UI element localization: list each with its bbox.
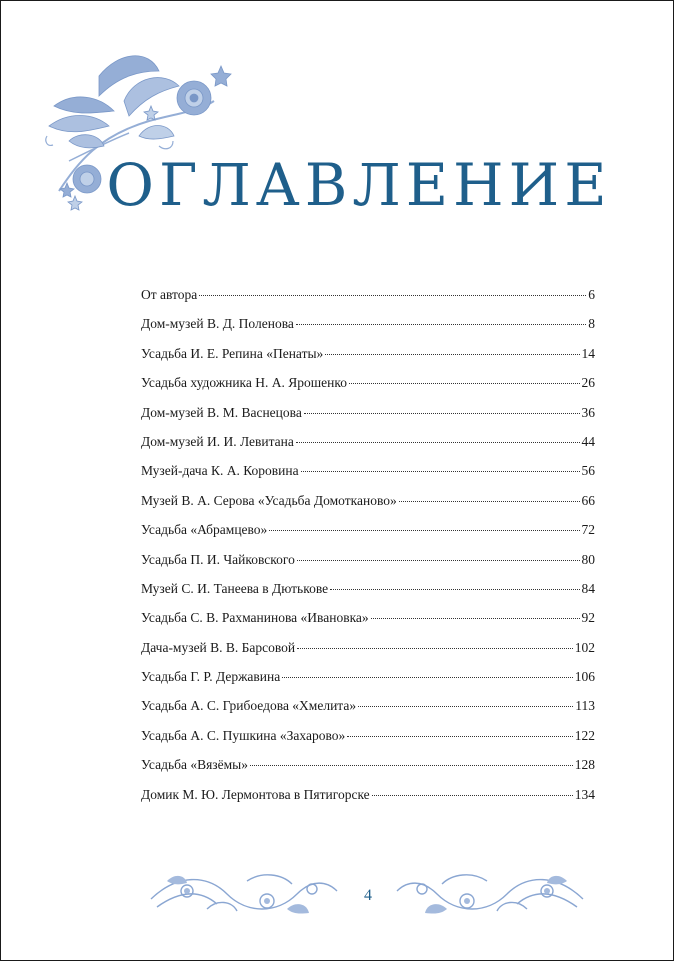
toc-entry-page: 80 <box>581 551 595 567</box>
toc-entry-page: 44 <box>581 433 595 449</box>
toc-entry-page: 102 <box>574 639 595 655</box>
toc-entry <box>141 610 595 639</box>
toc-entry-title: Музей-дача К. А. Коровина <box>141 463 299 479</box>
toc-entry-page: 6 <box>588 287 595 302</box>
toc-entry-page: 8 <box>588 316 595 332</box>
toc-entry-page: 113 <box>575 698 595 714</box>
table-of-contents <box>141 287 595 816</box>
toc-dot-leader <box>349 383 579 384</box>
page-title: ОГЛАВЛЕНИЕ <box>106 151 612 219</box>
toc-entry-page: 92 <box>581 610 595 626</box>
toc-entry-page: 36 <box>581 404 595 420</box>
toc-entry-title: Усадьба художника Н. А. Ярошенко <box>141 375 348 391</box>
toc-entry-page: 26 <box>581 375 595 391</box>
toc-entry-title: От автора <box>141 287 198 302</box>
toc-dot-leader <box>297 560 580 561</box>
toc-dot-leader <box>371 618 580 619</box>
toc-entry-title: Дом-музей И. И. Левитана <box>141 433 294 449</box>
toc-entry-page: 14 <box>581 345 595 361</box>
toc-entry-title: Усадьба А. С. Пушкина «Захарово» <box>141 727 346 743</box>
toc-entry-title: Усадьба П. И. Чайковского <box>141 551 295 567</box>
toc-dot-leader <box>250 765 573 766</box>
toc-entry <box>141 698 595 727</box>
toc-entry-title: Дача-музей В. В. Барсовой <box>141 639 296 655</box>
toc-entry-title: Музей С. И. Танеева в Дютькове <box>141 580 329 596</box>
toc-dot-leader <box>199 295 586 296</box>
toc-dot-leader <box>399 501 580 502</box>
toc-entry-page: 84 <box>581 580 595 596</box>
toc-entry <box>141 581 595 610</box>
toc-entry <box>141 787 595 816</box>
page-number: 4 <box>364 887 372 904</box>
toc-entry-page: 56 <box>581 463 595 479</box>
toc-dot-leader <box>304 413 580 414</box>
toc-dot-leader <box>325 354 579 355</box>
toc-entry-title: Музей В. А. Серова «Усадьба Домотканово» <box>141 492 397 508</box>
toc-entry <box>141 434 595 463</box>
toc-entry <box>141 405 595 434</box>
toc-dot-leader <box>296 442 580 443</box>
toc-entry <box>141 757 595 786</box>
toc-entry <box>141 640 595 669</box>
toc-dot-leader <box>347 736 573 737</box>
toc-entry-title: Усадьба Г. Р. Державина <box>141 669 281 685</box>
toc-dot-leader <box>358 706 573 707</box>
toc-dot-leader <box>372 795 573 796</box>
toc-entry-title: Усадьба А. С. Грибоедова «Хмелита» <box>141 698 357 714</box>
toc-entry <box>141 669 595 698</box>
toc-dot-leader <box>282 677 573 678</box>
toc-entry-title: Дом-музей В. М. Васнецова <box>141 404 302 420</box>
toc-entry-title: Усадьба С. В. Рахманинова «Ивановка» <box>141 610 369 626</box>
toc-entry <box>141 728 595 757</box>
toc-entry <box>141 463 595 492</box>
toc-dot-leader <box>297 648 573 649</box>
toc-entry-page: 66 <box>581 492 595 508</box>
toc-entry-title: Усадьба «Абрамцево» <box>141 522 268 538</box>
toc-dot-leader <box>301 471 580 472</box>
floral-ornament-icon <box>147 869 339 919</box>
toc-entry-title: Домик М. Ю. Лермонтова в Пятигорске <box>141 786 370 802</box>
toc-entry <box>141 346 595 375</box>
toc-entry <box>141 287 595 316</box>
toc-entry <box>141 375 595 404</box>
toc-entry <box>141 493 595 522</box>
toc-entry-page: 134 <box>574 786 595 802</box>
toc-entry <box>141 552 595 581</box>
toc-entry-page: 128 <box>574 757 595 773</box>
toc-entry <box>141 522 595 551</box>
toc-entry-title: Усадьба И. Е. Репина «Пенаты» <box>141 345 324 361</box>
toc-dot-leader <box>269 530 579 531</box>
toc-dot-leader <box>330 589 579 590</box>
toc-entry-page: 106 <box>574 669 595 685</box>
toc-dot-leader <box>296 324 586 325</box>
toc-entry-page: 122 <box>574 727 595 743</box>
toc-entry-title: Усадьба «Вязёмы» <box>141 757 248 773</box>
floral-ornament-icon <box>393 869 587 919</box>
toc-entry-page: 72 <box>581 522 595 538</box>
toc-entry-title: Дом-музей В. Д. Поленова <box>141 316 294 332</box>
toc-entry <box>141 316 595 345</box>
